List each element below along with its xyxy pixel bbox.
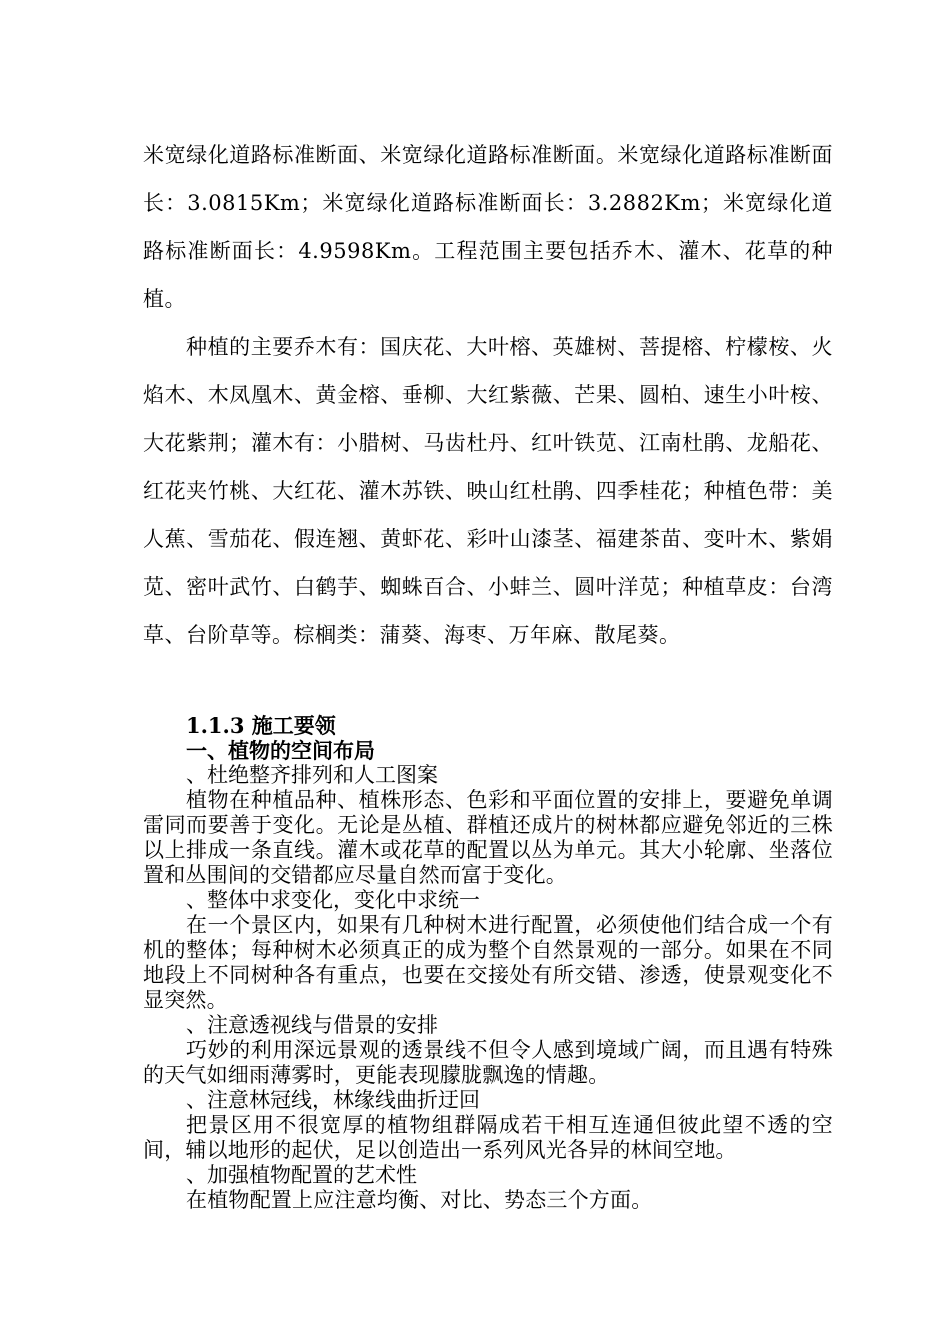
intro-paragraph: 米宽绿化道路标准断面、米宽绿化道路标准断面。米宽绿化道路标准断面长：3.0815Km；米宽绿化道路标准断面长：3.2882Km；米宽绿化道路标准断面长：4.9598Km。工程范围主要包括乔木、灌木、花草的种植。 [143,143,833,311]
item-body: 在植物配置上应注意均衡、对比、势态三个方面。 [186,1188,653,1212]
item-body: 把景区用不很宽厚的植物组群隔成若干相互连通但彼此望不透的空间，辅以地形的起伏，足以创造出一系列风光各异的林间空地。 [143,1113,833,1162]
item-title: 、注意林冠线，林缘线曲折迂回 [186,1088,480,1112]
section-heading: 1.1.3 施工要领 [186,713,336,738]
item-title: 、注意透视线与借景的安排 [186,1013,438,1037]
item-title: 、加强植物配置的艺术性 [186,1163,417,1187]
item-body: 在一个景区内，如果有几种树木进行配置，必须使他们结合成一个有机的整体；每种树木必须真正的成为整个自然景观的一部分。如果在不同地段上不同树种各有重点，也要在交接处有所交错、渗透，使景观变化不显突然。 [143,913,833,1012]
species-paragraph: 种植的主要乔木有：国庆花、大叶榕、英雄树、菩提榕、柠檬桉、火焰木、木凤凰木、黄金榕、垂柳、大红紫薇、芒果、圆柏、速生小叶桉、大花紫荆；灌木有：小腊树、马齿杜丹、红叶铁苋、江南杜鹃、龙船花、红花夹竹桃、大红花、灌木苏铁、映山红杜鹃、四季桂花；种植色带：美人蕉、雪茄花、假连翘、黄虾花、彩叶山漆茎、福建茶苗、变叶木、紫娟苋、密叶武竹、白鹤芋、蜘蛛百合、小蚌兰、圆叶洋苋；种植草皮：台湾草、台阶草等。棕榈类：蒲葵、海枣、万年麻、散尾葵。 [143,335,833,647]
item-body: 巧妙的利用深远景观的透景线不但令人感到境域广阔，而且遇有特殊的天气如细雨薄雾时，更能表现朦胧飘逸的情趣。 [143,1038,833,1087]
item-body: 植物在种植品种、植株形态、色彩和平面位置的安排上，要避免单调雷同而要善于变化。无论是丛植、群植还成片的树林都应避免邻近的三株以上排成一条直线。灌木或花草的配置以丛为单元。其大小轮廓、坐落位置和丛围间的交错都应尽量自然而富于变化。 [143,788,833,887]
construction-section [143,713,833,1213]
item-title: 、整体中求变化，变化中求统一 [186,888,480,912]
item-title: 、杜绝整齐排列和人工图案 [186,763,438,787]
subsection-heading: 一、植物的空间布局 [186,738,375,763]
